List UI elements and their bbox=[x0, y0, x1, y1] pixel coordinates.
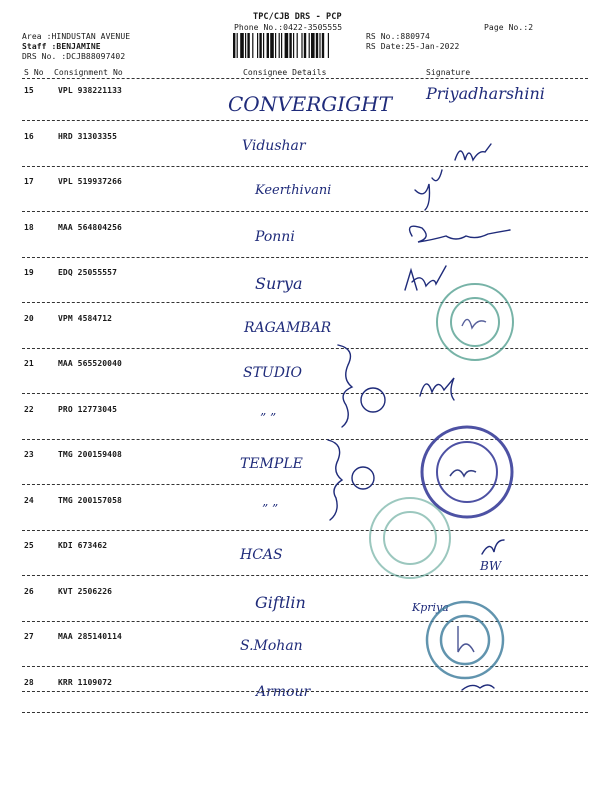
column-header-signature: Signature bbox=[426, 68, 471, 77]
row-consignment-number: TMG 200159408 bbox=[58, 450, 122, 459]
drs-number: DRS No. :DCJB88097402 bbox=[22, 52, 126, 61]
rs-date: RS Date:25-Jan-2022 bbox=[366, 42, 460, 51]
row-consignee-handwritten: Keerthivani bbox=[255, 183, 332, 198]
row-consignment-number: VPM 4584712 bbox=[58, 313, 113, 323]
row-consignee-handwritten: Giftlin bbox=[255, 592, 306, 612]
row-sno: 19 bbox=[24, 268, 34, 277]
ditto-circle-22 bbox=[361, 388, 385, 412]
signature-row-19 bbox=[405, 266, 446, 290]
row-consignment-number: HRD 31303355 bbox=[58, 131, 117, 141]
row-sno: 23 bbox=[24, 450, 34, 459]
phone-number: Phone No.:0422-3505555 bbox=[234, 23, 343, 32]
row-consignment-number: MAA 564804256 bbox=[58, 222, 122, 232]
row-consignee-handwritten: Armour bbox=[256, 683, 311, 700]
row-sno: 28 bbox=[24, 677, 34, 687]
signature-row-25 bbox=[482, 540, 504, 554]
row-sno: 18 bbox=[24, 222, 34, 232]
row-consignee-handwritten: Ponni bbox=[255, 228, 295, 245]
stamp-faint-round bbox=[370, 498, 450, 578]
row-consignee-handwritten: STUDIO bbox=[243, 365, 302, 381]
row-signature: Kpriya bbox=[412, 600, 449, 614]
row-consignee-handwritten: ” ” bbox=[262, 501, 279, 516]
row-consignee-handwritten: Surya bbox=[255, 274, 303, 293]
row-consignment-number: KVT 2506226 bbox=[58, 586, 113, 596]
row-sno: 27 bbox=[24, 632, 34, 641]
ditto-brace-21-22 bbox=[338, 345, 352, 427]
row-sno: 16 bbox=[24, 131, 34, 141]
row-sno: 26 bbox=[24, 586, 34, 596]
row-consignment-number: TMG 200157058 bbox=[58, 495, 122, 505]
stamp-temac-marketing bbox=[422, 427, 512, 517]
staff-field: Staff :BENJAMINE bbox=[22, 42, 101, 51]
row-sno: 20 bbox=[24, 313, 34, 323]
stamp-mohan-co bbox=[427, 602, 503, 678]
row-consignee-handwritten: ” ” bbox=[260, 410, 277, 425]
row-consignee-handwritten: RAGAMBAR bbox=[244, 319, 332, 336]
row-sno: 25 bbox=[24, 541, 34, 550]
ditto-brace-23-24 bbox=[328, 440, 342, 520]
signature-row-17 bbox=[415, 170, 442, 210]
row-consignee-handwritten: CONVERGIGHT bbox=[228, 92, 392, 116]
area-field: Area :HINDUSTAN AVENUE bbox=[22, 32, 131, 41]
row-sno: 21 bbox=[24, 359, 34, 368]
ditto-circle-24 bbox=[352, 467, 374, 489]
document-title: TPC/CJB DRS - PCP bbox=[253, 12, 342, 22]
column-header-consignment: Consignment No bbox=[54, 68, 123, 77]
row-consignment-number: EDQ 25055557 bbox=[58, 268, 117, 277]
row-consignment-number: KRR 1109072 bbox=[58, 677, 113, 687]
row-consignment-number: PRO 12773045 bbox=[58, 404, 117, 414]
row-consignee-handwritten: HCAS bbox=[240, 547, 283, 563]
row-sno: 17 bbox=[24, 177, 34, 186]
row-consignment-number: MAA 565520040 bbox=[58, 359, 122, 368]
signature-row-22 bbox=[420, 378, 454, 400]
row-consignment-number: MAA 285140114 bbox=[58, 632, 122, 641]
signature-row-28 bbox=[462, 685, 494, 690]
stamp-salmaan-company bbox=[437, 284, 513, 360]
row-consignee-handwritten: TEMPLE bbox=[240, 456, 303, 472]
page-number: Page No.:2 bbox=[484, 23, 534, 32]
rs-number: RS No.:880974 bbox=[366, 32, 430, 41]
row-sno: 15 bbox=[24, 86, 34, 95]
row-signature: BW bbox=[480, 559, 502, 573]
row-sno: 22 bbox=[24, 404, 34, 414]
row-consignment-number: KDI 673462 bbox=[58, 541, 108, 550]
row-consignment-number: VPL 938221133 bbox=[58, 86, 122, 95]
signature-row-16 bbox=[455, 144, 491, 160]
row-consignee-handwritten: S.Mohan bbox=[240, 638, 303, 654]
signature-row-18 bbox=[410, 226, 510, 242]
column-header-sno: S No bbox=[24, 68, 44, 77]
row-sno: 24 bbox=[24, 495, 34, 505]
row-consignee-handwritten: Vidushar bbox=[242, 137, 306, 154]
row-consignment-number: VPL 519937266 bbox=[58, 177, 122, 186]
column-header-consignee: Consignee Details bbox=[243, 68, 327, 77]
row-signature: Priyadharshini bbox=[426, 84, 545, 103]
